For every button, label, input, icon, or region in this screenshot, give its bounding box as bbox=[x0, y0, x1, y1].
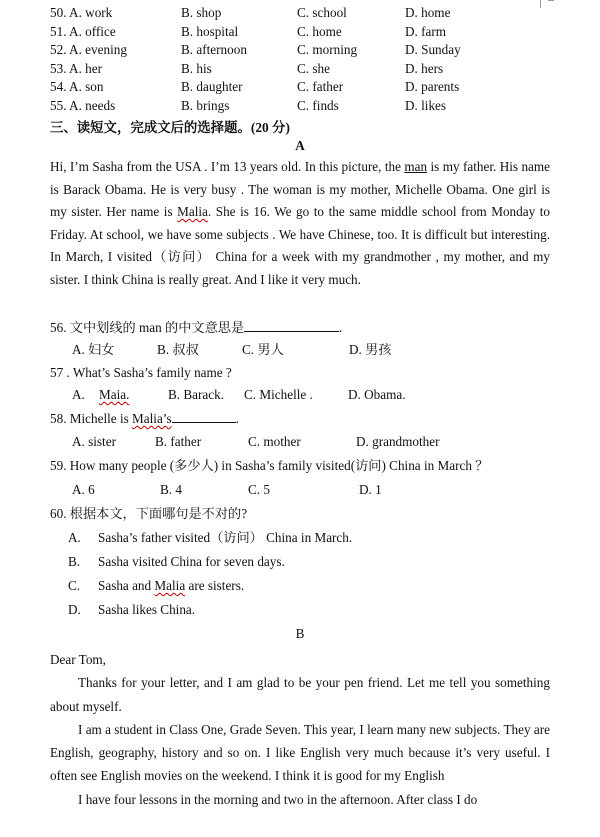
passage-a-label: A bbox=[295, 138, 305, 153]
passage-a-text: is my father. His name is Barack Obama. He is very busy . The woman is my mother, Michelle Obama. One girl is my sister. Her name is bbox=[50, 159, 550, 220]
option-b: B. brings bbox=[181, 97, 230, 113]
option-c: C. father bbox=[297, 79, 344, 95]
choice-row-52 bbox=[50, 41, 570, 60]
option-c: C. mother bbox=[248, 434, 301, 449]
option-a: 54. A. son bbox=[50, 79, 104, 95]
question-60-option-b bbox=[68, 552, 285, 572]
option-a: A. bbox=[72, 387, 85, 402]
question-59: 59. How many people (多少人) in Sasha’s family visited(访问) China in March ？ bbox=[50, 458, 489, 473]
option-d: D. farm bbox=[405, 23, 447, 39]
option-c: C. finds bbox=[297, 97, 339, 113]
option-c: C. 男人 bbox=[242, 342, 284, 357]
choice-row-53 bbox=[50, 60, 570, 79]
option-key: C. bbox=[68, 578, 81, 593]
question-58-end: . bbox=[235, 411, 239, 426]
question-56-options bbox=[72, 340, 472, 360]
question-57-options bbox=[72, 385, 472, 405]
option-b: B. Barack. bbox=[168, 387, 225, 402]
section-heading bbox=[50, 117, 290, 136]
option-a: 53. A. her bbox=[50, 60, 103, 76]
option-b: B. 4 bbox=[160, 482, 182, 497]
option-c: C. Michelle . bbox=[244, 387, 313, 402]
option-key: A. bbox=[68, 530, 81, 545]
option-a-text: Maia. bbox=[99, 387, 130, 402]
option-a: 52. A. evening bbox=[50, 42, 127, 58]
letter-paragraph: I am a student in Class One, Grade Seven. This year, I learn many new subjects. They are English, geography, history and so on. I like English very much because it’s very useful. I often see English movies on the weekend. I think it is good for my English bbox=[50, 721, 550, 784]
choice-row-55 bbox=[50, 97, 570, 116]
choice-list-top bbox=[50, 4, 570, 116]
question-56-text: 56. 文中划线的 man 的中文意思是 bbox=[50, 320, 245, 335]
option-d: D. 男孩 bbox=[349, 342, 392, 357]
choice-row-50 bbox=[50, 4, 570, 23]
section-heading-text: 三、读短文，完成文后的选择题。 bbox=[50, 121, 251, 136]
choice-row-54 bbox=[50, 78, 570, 97]
passage-b-label: B bbox=[295, 626, 305, 641]
question-60-option-c bbox=[68, 576, 244, 596]
question-56 bbox=[50, 317, 342, 338]
option-text: Sasha and bbox=[98, 578, 155, 593]
option-c: C. home bbox=[297, 23, 342, 39]
spellcheck-word-malia: Malia’s bbox=[132, 411, 172, 426]
option-d: D. grandmother bbox=[356, 434, 440, 449]
question-60-option-d bbox=[68, 600, 195, 620]
option-text: are sisters. bbox=[185, 578, 245, 593]
option-c: C. 5 bbox=[248, 482, 270, 497]
option-d: D. likes bbox=[405, 97, 447, 113]
option-a: 50. A. work bbox=[50, 5, 113, 20]
passage-a-text: Hi, I’m Sasha from the USA . I’m 13 years old. In this picture, the bbox=[50, 159, 405, 174]
question-58-options bbox=[72, 432, 472, 452]
question-58-text: 58. Michelle is bbox=[50, 411, 133, 426]
option-d: D. home bbox=[405, 5, 451, 20]
option-a: A. 6 bbox=[72, 482, 95, 497]
answer-blank bbox=[172, 408, 236, 423]
option-b: B. shop bbox=[181, 5, 222, 20]
option-d: D. 1 bbox=[359, 482, 382, 497]
question-60: 60. 根据本文，下面哪句是不对的? bbox=[50, 506, 248, 521]
option-c: C. school bbox=[297, 5, 347, 20]
option-b: B. his bbox=[181, 60, 212, 76]
option-key: B. bbox=[68, 554, 81, 569]
option-b: B. afternoon bbox=[181, 42, 247, 58]
option-d: D. Sunday bbox=[405, 42, 461, 58]
option-text: Sasha visited China for seven days. bbox=[98, 554, 285, 569]
option-a: 55. A. needs bbox=[50, 97, 116, 113]
option-a: 51. A. office bbox=[50, 23, 116, 39]
letter-paragraph: I have four lessons in the morning and two in the afternoon. After class I do bbox=[78, 791, 478, 807]
question-59-options bbox=[72, 480, 472, 500]
spellcheck-word-malia: Malia bbox=[177, 204, 208, 220]
option-text: Sasha’s father visited（访问） China in March. bbox=[98, 530, 353, 545]
passage-b bbox=[50, 648, 550, 811]
letter-salutation: Dear Tom, bbox=[50, 652, 106, 667]
question-58 bbox=[50, 408, 239, 429]
question-57: 57 . What’s Sasha’s family name ? bbox=[50, 365, 232, 380]
option-a: A. 妇女 bbox=[72, 342, 115, 357]
option-d: D. parents bbox=[405, 79, 460, 95]
option-b: B. father bbox=[155, 434, 202, 449]
corner-mark bbox=[548, 0, 554, 1]
question-60-option-a bbox=[68, 528, 352, 548]
choice-row-51 bbox=[50, 23, 570, 42]
option-b: B. hospital bbox=[181, 23, 239, 39]
option-d: D. hers bbox=[405, 60, 444, 76]
option-c: C. she bbox=[297, 60, 330, 76]
letter-paragraph: Thanks for your letter, and I am glad to be your pen friend. Let me tell you something about myself. bbox=[50, 675, 550, 714]
question-56-end: . bbox=[339, 320, 343, 335]
option-c: C. morning bbox=[297, 42, 358, 58]
underlined-word-man: man bbox=[404, 159, 428, 174]
option-b: B. daughter bbox=[181, 79, 243, 95]
section-points: (20 分) bbox=[250, 120, 290, 135]
spellcheck-word-malia: Malia bbox=[154, 578, 186, 593]
option-key: D. bbox=[68, 602, 81, 617]
option-a: A. sister bbox=[72, 434, 116, 449]
passage-a bbox=[50, 156, 550, 292]
passage-a-text: . She is 16. We go to the same middle school from Monday to Friday. At school, we have some subjects . We have Chinese, too. It is difficult but interesting. In March, I visited（访问） China for a week with my grandmother , my mother, and my sister. I think China is really great. And I like it very much. bbox=[50, 204, 550, 287]
option-d: D. Obama. bbox=[348, 387, 406, 402]
option-b: B. 叔叔 bbox=[157, 342, 199, 357]
option-text: Sasha likes China. bbox=[98, 602, 196, 617]
answer-blank bbox=[244, 317, 339, 332]
